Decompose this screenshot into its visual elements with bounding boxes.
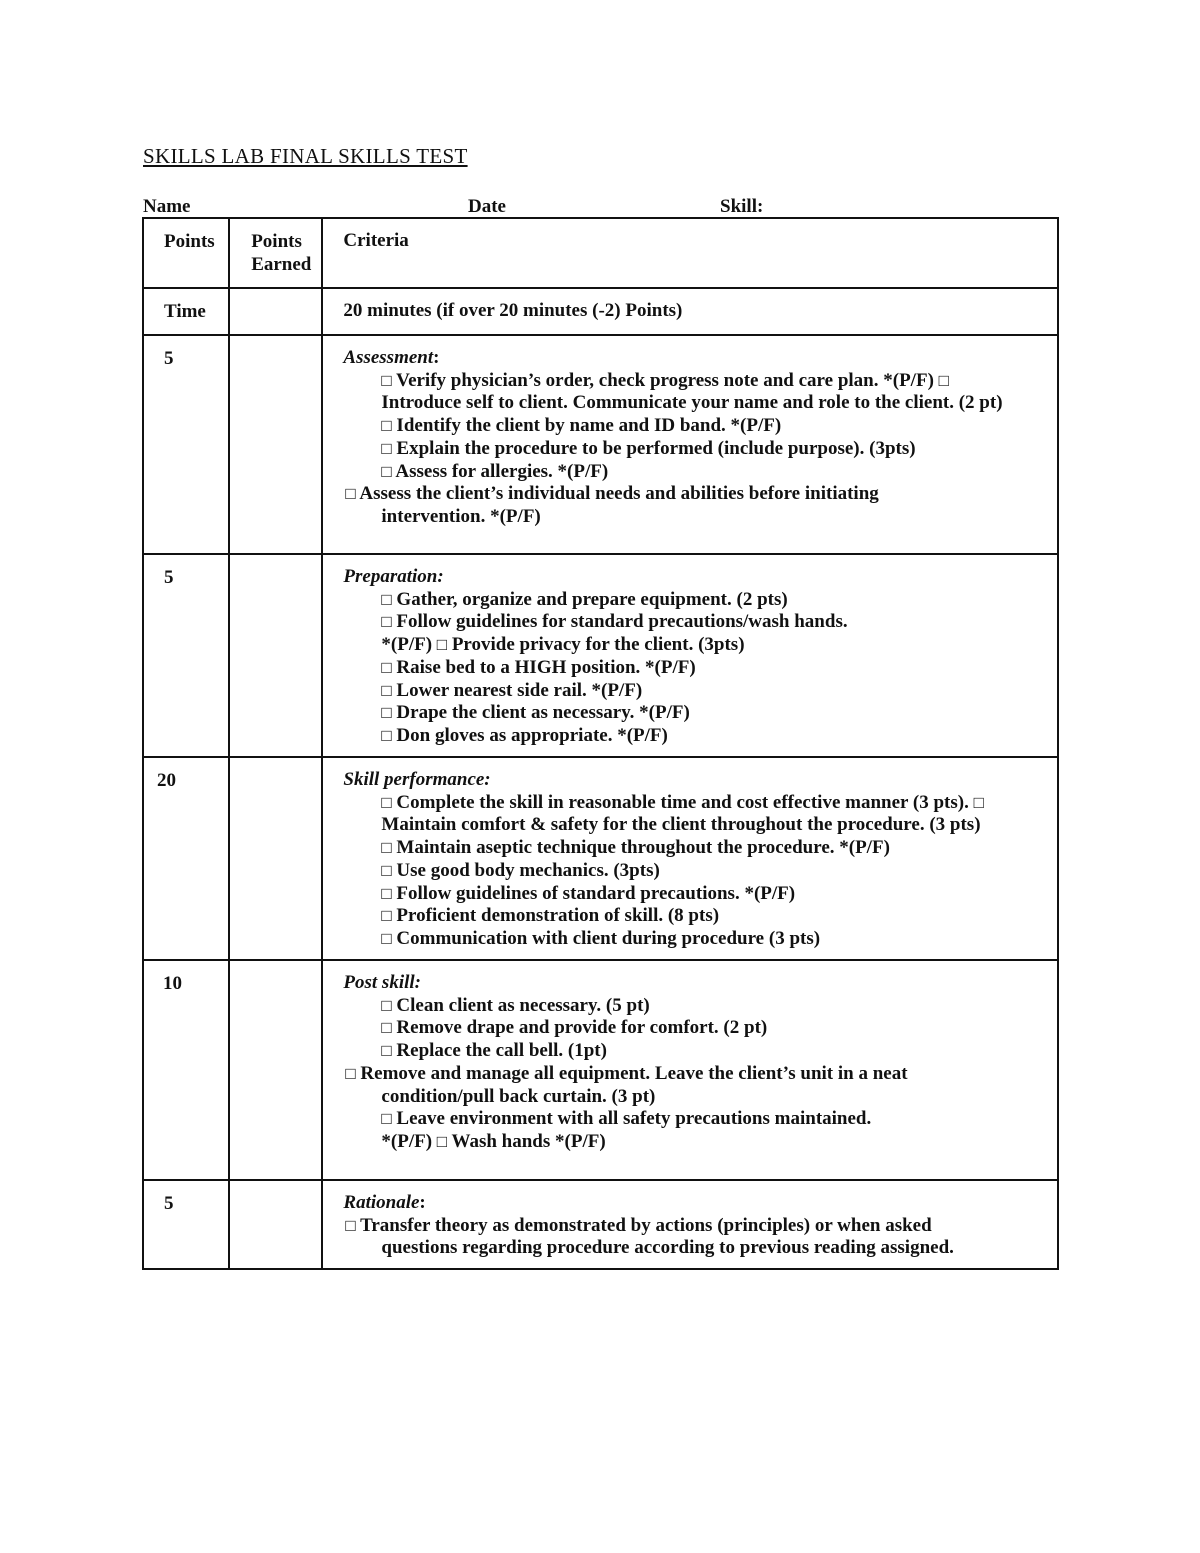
skill-performance-points: 20 bbox=[143, 757, 229, 960]
checkbox-icon[interactable]: □ bbox=[345, 1215, 356, 1235]
list-item: □ Clean client as necessary. (5 pt) bbox=[381, 994, 650, 1016]
assessment-earned-cell[interactable] bbox=[229, 335, 322, 554]
header-points-earned: Points Earned bbox=[229, 218, 322, 288]
checkbox-icon[interactable]: □ bbox=[381, 860, 392, 880]
checkbox-icon[interactable]: □ bbox=[345, 484, 356, 504]
post-skill-row bbox=[143, 960, 1058, 1180]
post-skill-earned-cell[interactable] bbox=[229, 960, 322, 1180]
checkbox-icon[interactable]: □ bbox=[381, 461, 392, 481]
header-points: Points bbox=[143, 218, 229, 288]
assessment-points: 5 bbox=[143, 335, 229, 554]
header-criteria: Criteria bbox=[322, 218, 1058, 288]
rationale-row bbox=[143, 1180, 1058, 1269]
list-item: □ Remove drape and provide for comfort. (2 pt) bbox=[381, 1017, 768, 1039]
list-item: □ Maintain aseptic technique throughout the procedure. *(P/F) bbox=[381, 837, 890, 859]
list-item: *(P/F) □ Provide privacy for the client. (3pts) bbox=[381, 634, 745, 656]
date-label: Date bbox=[468, 196, 506, 217]
list-item: Maintain comfort & safety for the client throughout the procedure. (3 pts) bbox=[381, 814, 981, 836]
list-item: □ Lower nearest side rail. *(P/F) bbox=[381, 679, 643, 701]
document-title: SKILLS LAB FINAL SKILLS TEST bbox=[143, 144, 468, 168]
list-item: □ Follow guidelines for standard precautions/wash hands. bbox=[381, 611, 848, 633]
section-heading: Rationale: bbox=[343, 1192, 426, 1213]
section-heading: Post skill: bbox=[343, 972, 421, 993]
checkbox-icon[interactable]: □ bbox=[381, 792, 392, 812]
list-item: □ Transfer theory as demonstrated by actions (principles) or when asked questions regarding procedure according to previous reading assigned. bbox=[345, 1214, 954, 1259]
post-skill-points: 10 bbox=[143, 960, 229, 1180]
checkbox-icon[interactable]: □ bbox=[938, 370, 949, 390]
post-skill-criteria bbox=[322, 960, 1058, 1180]
checkbox-icon[interactable]: □ bbox=[436, 1131, 448, 1151]
checkbox-icon[interactable]: □ bbox=[381, 1109, 392, 1129]
rationale-criteria bbox=[322, 1180, 1058, 1269]
skills-checklist-table bbox=[142, 217, 1059, 1270]
section-heading: Skill performance: bbox=[343, 769, 491, 790]
list-item: *(P/F) □ Wash hands *(P/F) bbox=[381, 1130, 606, 1152]
list-item: □ Verify physician’s order, check progress note and care plan. *(P/F) □ bbox=[381, 369, 949, 391]
checkbox-icon[interactable]: □ bbox=[381, 725, 392, 745]
list-item: □ Complete the skill in reasonable time and cost effective manner (3 pts). □ bbox=[381, 791, 984, 813]
time-label: Time bbox=[143, 288, 229, 335]
checkbox-icon[interactable]: □ bbox=[381, 906, 392, 926]
list-item: □ Use good body mechanics. (3pts) bbox=[381, 859, 660, 881]
checkbox-icon[interactable]: □ bbox=[381, 370, 392, 390]
checkbox-icon[interactable]: □ bbox=[381, 1041, 392, 1061]
preparation-points: 5 bbox=[143, 554, 229, 757]
name-label: Name bbox=[143, 196, 191, 217]
list-item: □ Follow guidelines of standard precautions. *(P/F) bbox=[381, 882, 796, 904]
skill-performance-earned-cell[interactable] bbox=[229, 757, 322, 960]
preparation-earned-cell[interactable] bbox=[229, 554, 322, 757]
checkbox-icon[interactable]: □ bbox=[381, 995, 392, 1015]
list-item: □ Don gloves as appropriate. *(P/F) bbox=[381, 724, 668, 746]
checkbox-icon[interactable]: □ bbox=[381, 838, 392, 858]
checkbox-icon[interactable]: □ bbox=[345, 1063, 356, 1083]
list-item: □ Replace the call bell. (1pt) bbox=[381, 1040, 607, 1062]
rationale-points: 5 bbox=[143, 1180, 229, 1269]
list-item: □ Explain the procedure to be performed (include purpose). (3pts) bbox=[381, 437, 916, 459]
checkbox-icon[interactable]: □ bbox=[381, 612, 392, 632]
skill-label: Skill: bbox=[720, 196, 764, 217]
rationale-earned-cell[interactable] bbox=[229, 1180, 322, 1269]
list-item: □ Raise bed to a HIGH position. *(P/F) bbox=[381, 656, 696, 678]
time-earned-cell[interactable] bbox=[229, 288, 322, 335]
list-item: □ Identify the client by name and ID band. *(P/F) bbox=[381, 415, 782, 437]
checkbox-icon[interactable]: □ bbox=[381, 680, 392, 700]
table-header-row bbox=[143, 218, 1058, 288]
checkbox-icon[interactable]: □ bbox=[381, 416, 392, 436]
checkbox-icon[interactable]: □ bbox=[381, 883, 392, 903]
time-row bbox=[143, 288, 1058, 335]
list-item: □ Assess the client’s individual needs and abilities before initiating intervention. *(P/F) bbox=[345, 483, 879, 527]
assessment-row bbox=[143, 335, 1058, 554]
checkbox-icon[interactable]: □ bbox=[381, 928, 392, 948]
list-item: □ Communication with client during procedure (3 pts) bbox=[381, 927, 821, 949]
section-heading: Preparation: bbox=[343, 566, 444, 587]
list-item: □ Gather, organize and prepare equipment. (2 pts) bbox=[381, 588, 788, 610]
section-heading: Assessment: bbox=[343, 347, 440, 368]
list-item: □ Drape the client as necessary. *(P/F) bbox=[381, 702, 690, 724]
checkbox-icon[interactable]: □ bbox=[973, 792, 984, 812]
preparation-row bbox=[143, 554, 1058, 757]
checkbox-icon[interactable]: □ bbox=[381, 589, 392, 609]
checkbox-icon[interactable]: □ bbox=[381, 438, 392, 458]
list-item: □ Leave environment with all safety precautions maintained. bbox=[381, 1108, 872, 1130]
checkbox-icon[interactable]: □ bbox=[381, 657, 392, 677]
checkbox-icon[interactable]: □ bbox=[436, 635, 448, 655]
checkbox-icon[interactable]: □ bbox=[381, 1018, 392, 1038]
checkbox-icon[interactable]: □ bbox=[381, 703, 392, 723]
preparation-criteria bbox=[322, 554, 1058, 757]
assessment-criteria bbox=[322, 335, 1058, 554]
list-item: □ Remove and manage all equipment. Leave the client’s unit in a neat condition/pull back curtain. (3 pt) bbox=[345, 1062, 908, 1107]
skill-performance-row bbox=[143, 757, 1058, 960]
list-item: □ Proficient demonstration of skill. (8 pts) bbox=[381, 905, 720, 927]
list-item: □ Assess for allergies. *(P/F) bbox=[381, 460, 609, 482]
list-item: Introduce self to client. Communicate your name and role to the client. (2 pt) bbox=[381, 392, 1003, 414]
time-criteria: 20 minutes (if over 20 minutes (-2) Points) bbox=[322, 288, 1058, 335]
skill-performance-criteria bbox=[322, 757, 1058, 960]
